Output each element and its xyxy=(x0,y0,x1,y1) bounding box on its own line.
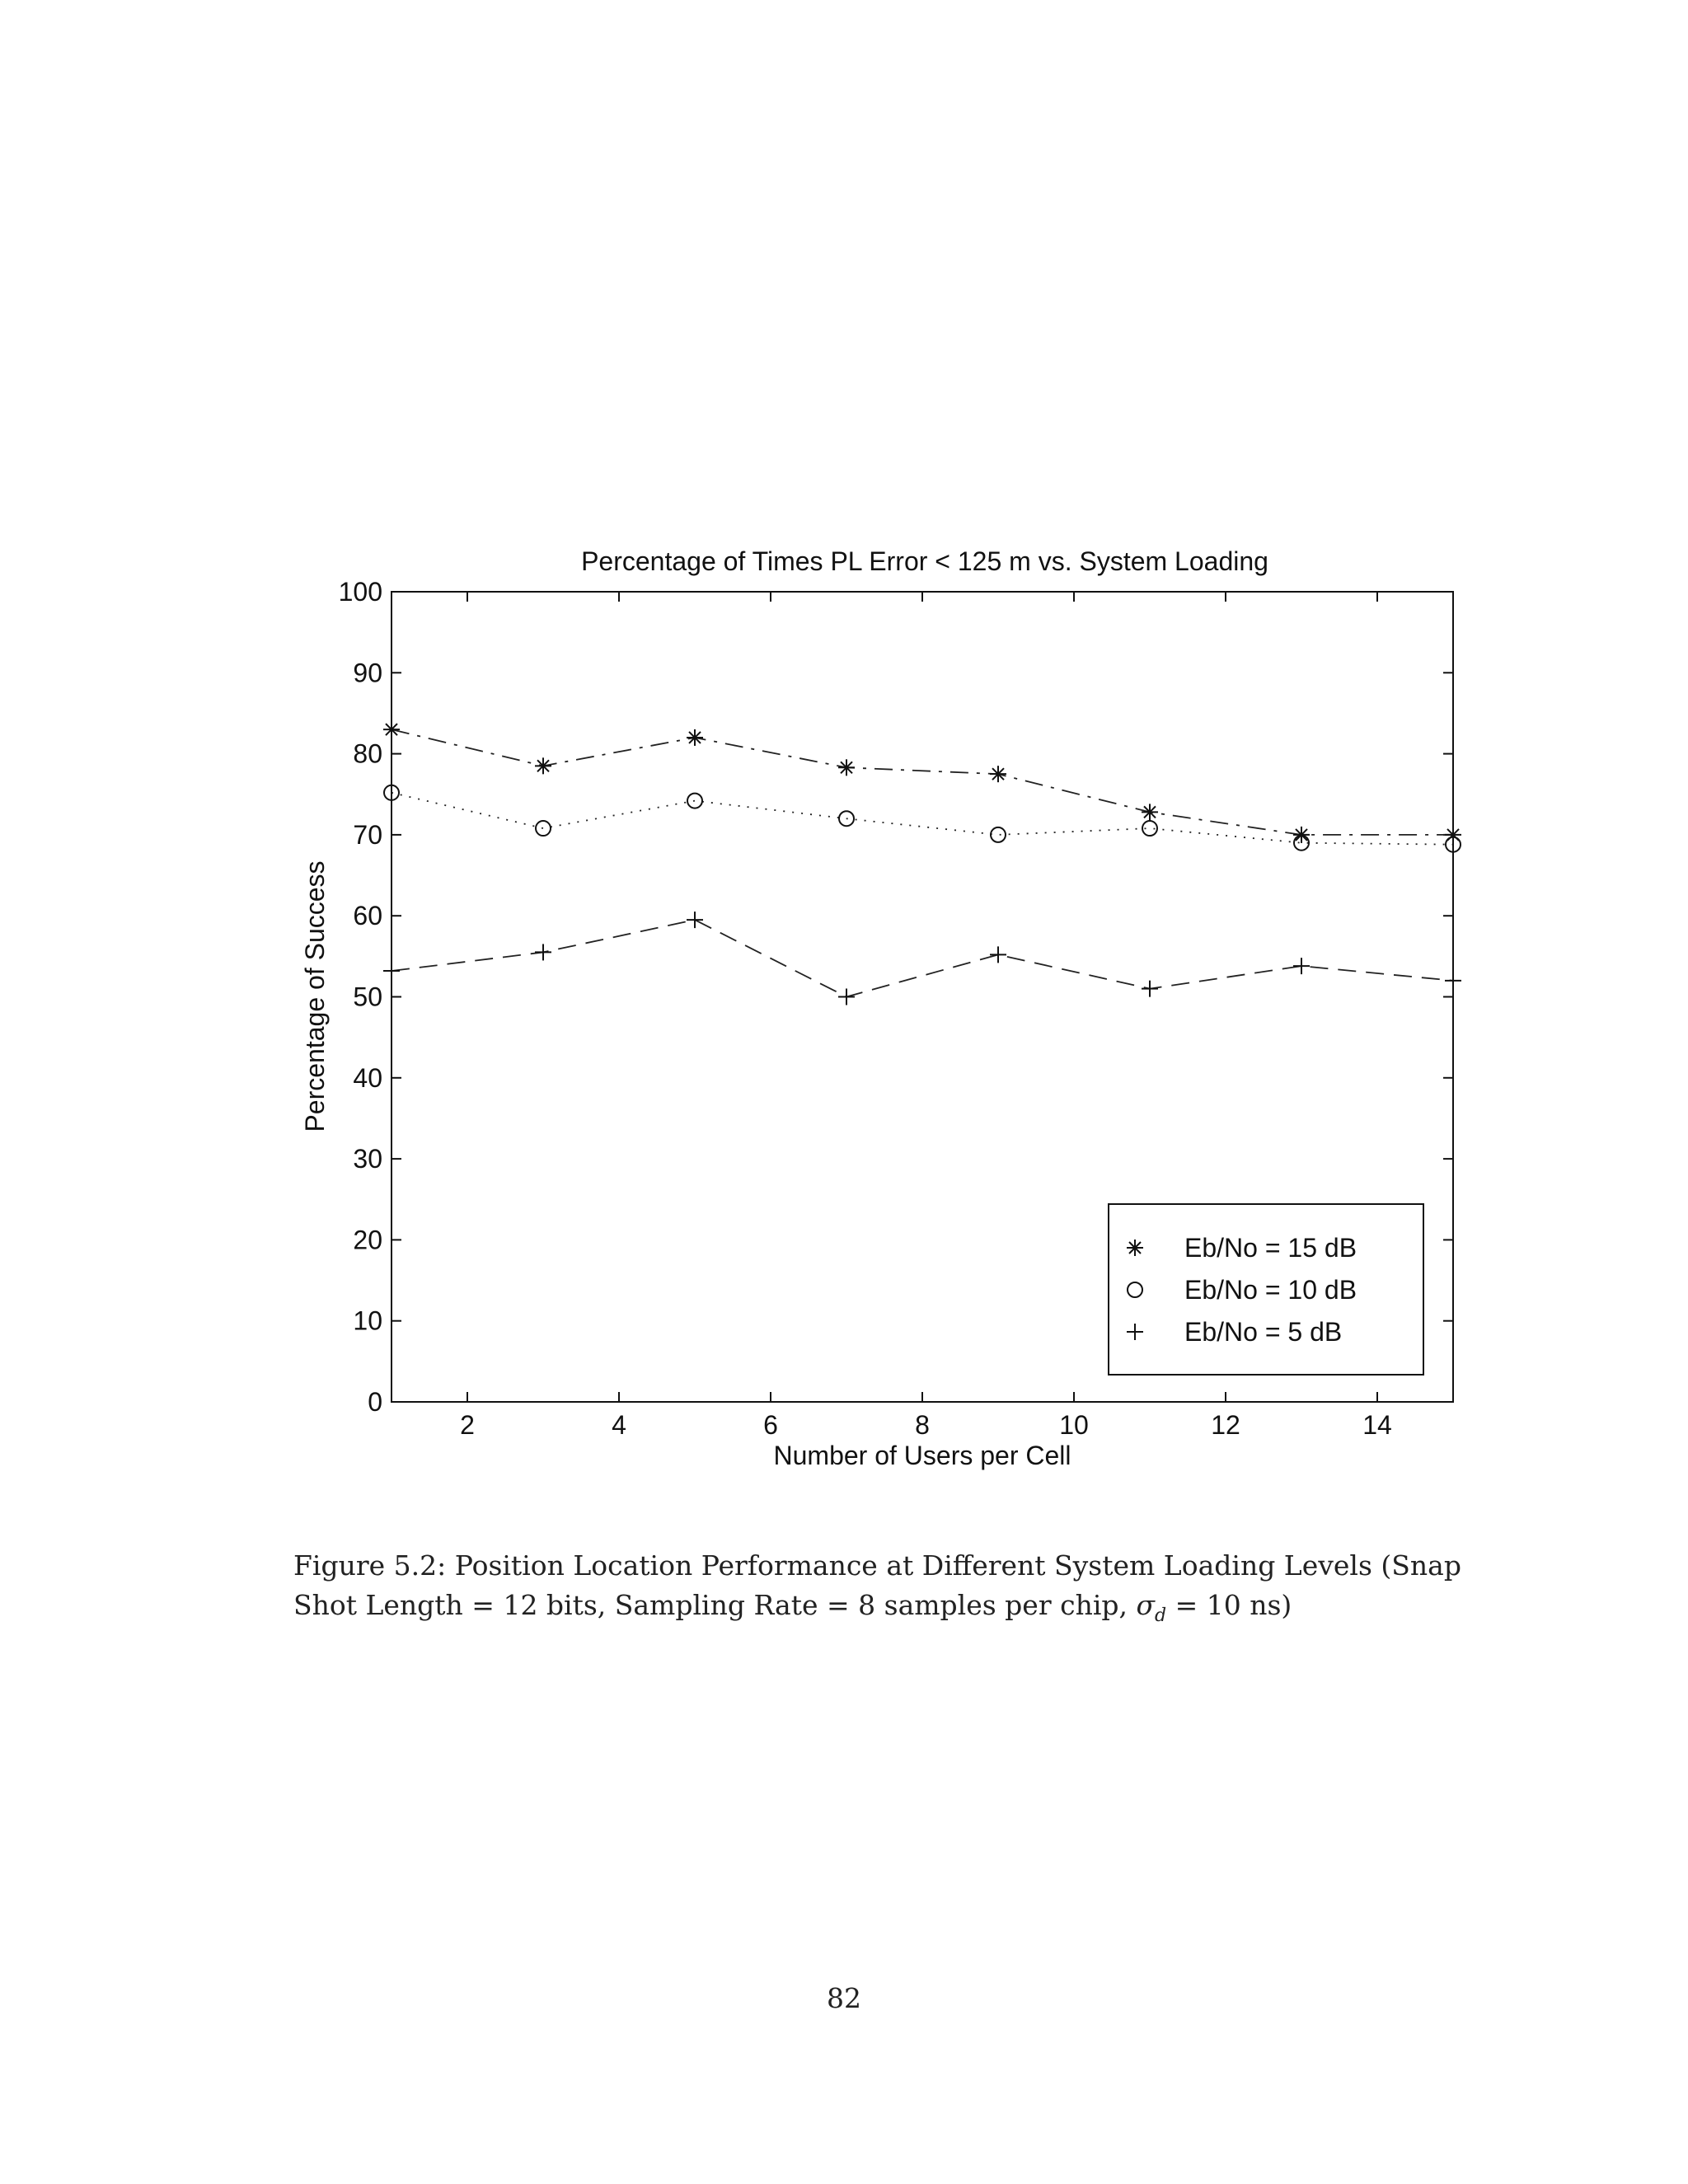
x-tick-label: 6 xyxy=(763,1410,778,1440)
y-tick-label: 30 xyxy=(353,1144,382,1174)
figure-caption xyxy=(293,1546,1472,1636)
x-tick-label: 2 xyxy=(460,1410,475,1440)
series-0-point xyxy=(535,757,551,774)
series-2-point xyxy=(1293,958,1310,974)
legend-label: Eb/No = 5 dB xyxy=(1184,1317,1343,1347)
x-tick-label: 10 xyxy=(1059,1410,1089,1440)
page-number: 82 xyxy=(827,1982,861,2014)
series-line-0 xyxy=(392,729,1453,835)
y-tick-label: 40 xyxy=(353,1062,382,1093)
series-2-point xyxy=(838,989,855,1005)
y-tick-label: 0 xyxy=(368,1387,382,1417)
caption-symbol: σ xyxy=(1136,1589,1156,1621)
series-0-point xyxy=(1142,804,1158,820)
series-2-point xyxy=(687,912,703,928)
x-axis-label: Number of Users per Cell xyxy=(773,1441,1071,1470)
y-tick-label: 70 xyxy=(353,819,382,850)
y-tick-label: 80 xyxy=(353,738,382,769)
y-axis-label: Percentage of Success xyxy=(300,860,330,1132)
y-tick-label: 20 xyxy=(353,1225,382,1255)
caption-text-end: = 10 ns) xyxy=(1166,1589,1292,1621)
chart-title: Percentage of Times PL Error < 125 m vs. System Loading xyxy=(581,546,1268,576)
x-tick-label: 12 xyxy=(1211,1410,1240,1440)
series-2-point xyxy=(990,946,1006,963)
y-tick-label: 90 xyxy=(353,658,382,688)
series-0-point xyxy=(687,729,703,746)
series-1-point xyxy=(536,821,551,836)
caption-text: Figure 5.2: Position Location Performance at Different System Loading Levels (Snap Shot Length = 12 bits, Sampling Rate = 8 samples per chip, xyxy=(293,1549,1461,1621)
series-line-2 xyxy=(392,920,1453,996)
legend-label: Eb/No = 15 dB xyxy=(1184,1233,1357,1263)
y-tick-label: 100 xyxy=(338,577,382,607)
plot-series xyxy=(383,721,1461,1005)
series-1-point xyxy=(991,827,1006,842)
caption-subscript: d xyxy=(1155,1605,1167,1626)
y-tick-label: 60 xyxy=(353,901,382,931)
legend-marker-0 xyxy=(1127,1240,1143,1256)
series-line-1 xyxy=(392,793,1453,845)
y-tick-label: 10 xyxy=(353,1305,382,1336)
series-0-point xyxy=(990,766,1006,782)
legend-label: Eb/No = 10 dB xyxy=(1184,1275,1357,1305)
series-0-point xyxy=(838,759,855,776)
legend xyxy=(1109,1204,1423,1375)
x-tick-label: 4 xyxy=(612,1410,626,1440)
x-tick-label: 8 xyxy=(915,1410,930,1440)
series-2-point xyxy=(535,944,551,960)
x-tick-label: 14 xyxy=(1362,1410,1392,1440)
series-1-point xyxy=(687,794,702,808)
series-2-point xyxy=(1142,981,1158,997)
y-tick-label: 50 xyxy=(353,982,382,1012)
